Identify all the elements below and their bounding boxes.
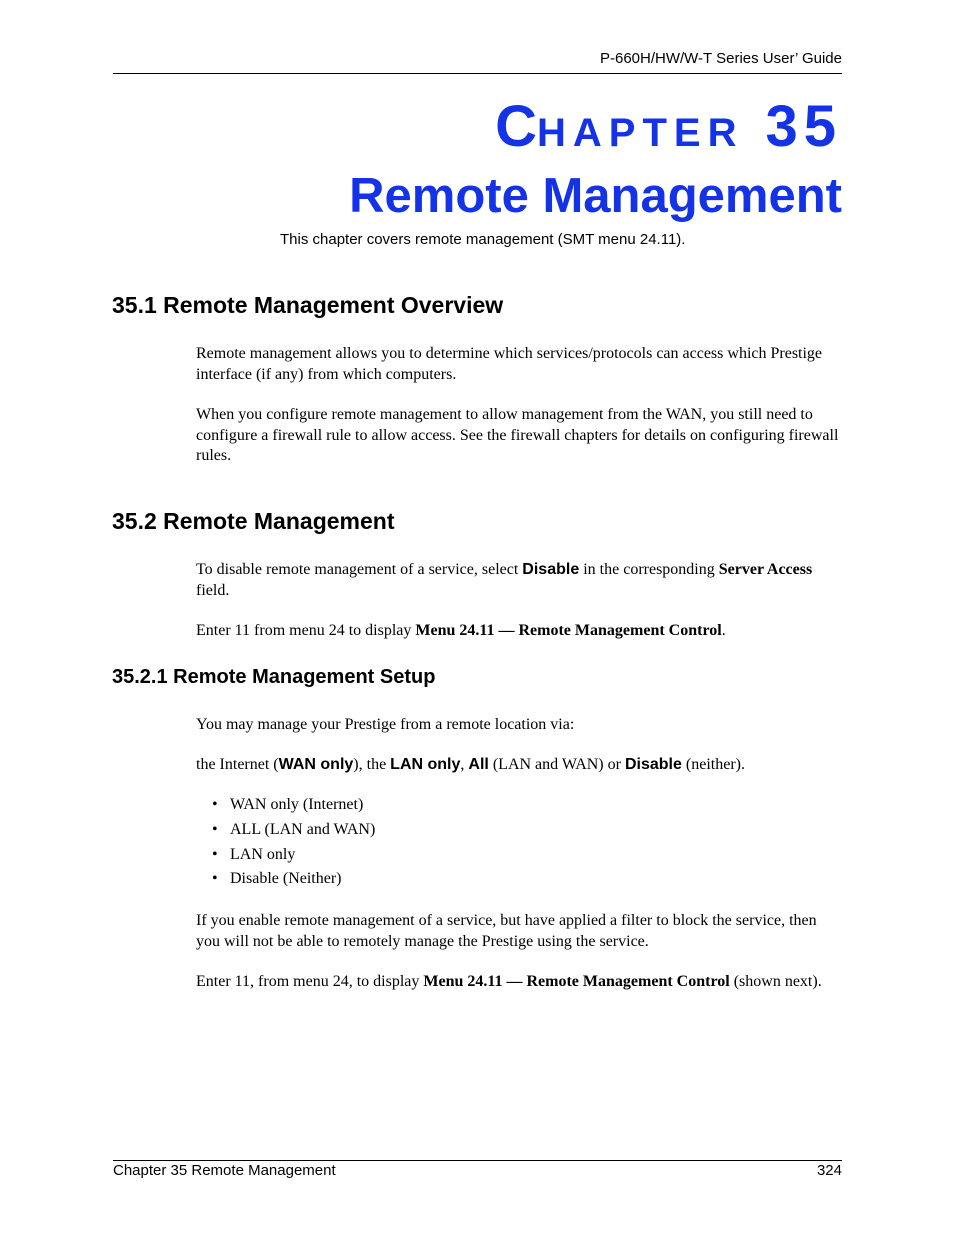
footer-rule	[113, 1160, 842, 1161]
list-item	[212, 845, 375, 870]
chapter-label	[495, 94, 842, 159]
bullet-icon: •	[212, 870, 218, 888]
text-run: ), the	[353, 756, 391, 773]
access-options-list	[212, 795, 375, 894]
bold-term-disable: Disable	[624, 756, 682, 773]
running-header: P-660H/HW/W-T Series User’ Guide	[599, 50, 842, 67]
list-item	[212, 795, 375, 820]
text-run: To disable remote management of a service, select	[196, 561, 523, 578]
bold-term-wan-only: WAN only	[278, 756, 354, 773]
section-heading-overview: 35.1 Remote Management Overview	[112, 292, 504, 318]
list-item-text: ALL (LAN and WAN)	[230, 820, 376, 838]
text-run: (LAN and WAN) or	[488, 756, 625, 773]
text-run: in the corresponding	[579, 561, 719, 578]
remote-management-paragraph-1	[196, 560, 842, 601]
bullet-icon: •	[212, 845, 218, 863]
header-rule	[113, 73, 842, 74]
text-run: (neither).	[681, 756, 745, 773]
list-item-text: Disable (Neither)	[230, 870, 342, 888]
text-run: Enter 11 from menu 24 to display	[196, 622, 416, 639]
footer-chapter-title: Chapter 35 Remote Management	[113, 1162, 336, 1179]
bold-term-disable: Disable	[522, 561, 580, 578]
list-item	[212, 820, 375, 845]
chapter-label-initial: C	[495, 94, 538, 159]
chapter-label-rest: HAPTER	[537, 111, 744, 155]
text-run: .	[721, 622, 726, 639]
overview-paragraph-1: Remote management allows you to determine which services/protocols can access which Prestige interface (if any) from which computers.	[196, 345, 823, 383]
setup-paragraph-4	[196, 972, 842, 993]
chapter-number: 35	[765, 94, 842, 159]
setup-paragraph-3: If you enable remote management of a service, but have applied a filter to block the service, then you will not be able to remotely manage the Prestige using the service.	[196, 912, 817, 950]
page-number: 324	[816, 1162, 842, 1179]
subsection-heading-setup: 35.2.1 Remote Management Setup	[112, 666, 436, 688]
list-item-text: WAN only (Internet)	[230, 796, 364, 813]
text-run: field.	[196, 581, 230, 599]
bullet-icon: •	[212, 820, 218, 838]
text-run: Enter 11, from menu 24, to display	[196, 973, 424, 990]
list-item	[212, 869, 375, 894]
bold-term-lan-only: LAN only	[390, 756, 461, 773]
text-run: (shown next).	[729, 973, 822, 990]
overview-paragraph-2: When you configure remote management to allow management from the WAN, you still need to configure a firewall rule to allow access. See the firewall chapters for details on configuring firewall rules.	[196, 406, 839, 464]
remote-management-paragraph-2	[196, 621, 842, 642]
list-item-text: LAN only	[230, 845, 296, 863]
bold-menu-reference: Menu 24.11 — Remote Management Control	[415, 622, 722, 639]
section-heading-remote-management: 35.2 Remote Management	[112, 508, 395, 534]
chapter-intro: This chapter covers remote management (SMT menu 24.11).	[280, 231, 686, 248]
bold-menu-reference: Menu 24.11 — Remote Management Control	[423, 973, 730, 990]
bold-term-all: All	[468, 756, 489, 773]
setup-paragraph-1: You may manage your Prestige from a remote location via:	[196, 716, 575, 733]
bullet-icon: •	[212, 796, 218, 813]
bold-term-server-access: Server Access	[718, 561, 813, 578]
chapter-title: Remote Management	[349, 169, 842, 223]
text-run: the Internet (	[196, 756, 279, 773]
setup-paragraph-2	[196, 755, 842, 776]
text-run: ,	[460, 756, 469, 773]
